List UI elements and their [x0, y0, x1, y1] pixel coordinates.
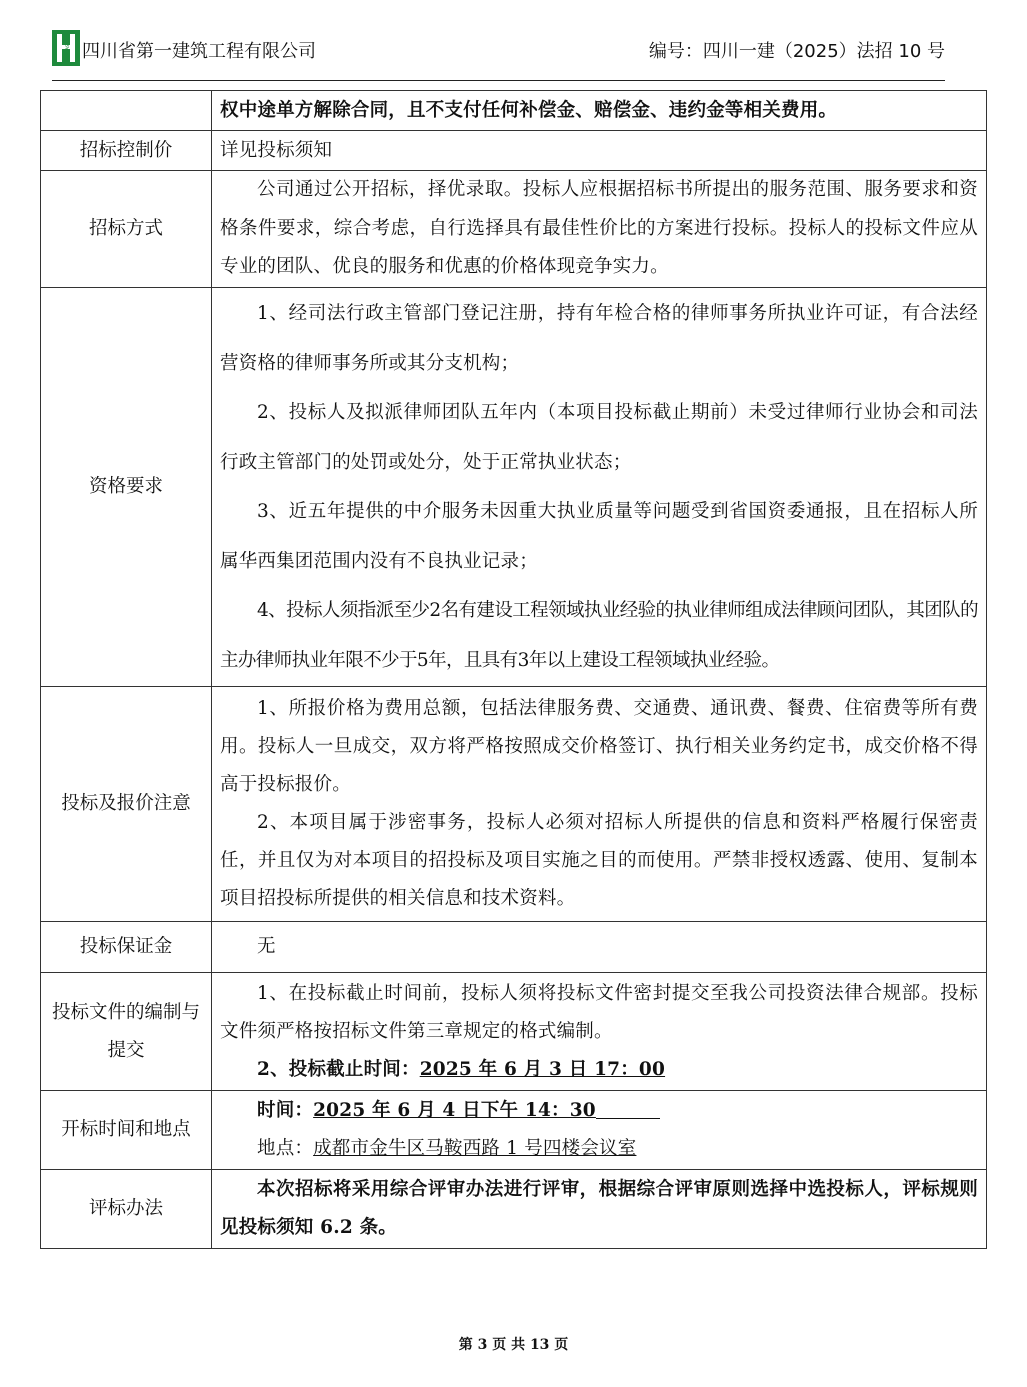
company-name: 四川省第一建筑工程有限公司	[82, 41, 316, 62]
table-row	[41, 171, 987, 288]
table-row	[41, 687, 987, 922]
company-logo	[52, 30, 80, 66]
method-text: 公司通过公开招标，择优录取。投标人应根据招标书所提出的服务范围、服务要求和资格条件要求，综合考虑，自行选择具有最佳性价比的方案进行投标。投标人的投标文件应从专业的团队、优良的服务和优惠的价格体现竞争实力。	[220, 179, 978, 278]
method-label: 招标方式	[41, 171, 212, 288]
opening-place-value: 成都市金牛区马鞍西路 1 号四楼会议室	[313, 1138, 637, 1159]
evaluation-label: 评标办法	[41, 1170, 212, 1249]
table-row	[41, 288, 987, 687]
quote-note-item: 1、所报价格为费用总额，包括法律服务费、交通费、通讯费、餐费、住宿费等所有费用。投标人一旦成交，双方将严格按照成交价格签订、执行相关业务约定书，成交价格不得高于投标报价。	[220, 698, 978, 795]
table-row	[41, 91, 987, 131]
opening-time-prefix: 时间：	[257, 1100, 314, 1121]
logo-lettering: HUASHI	[65, 40, 70, 56]
deadline-value: 2025 年 6 月 3 日 17：00	[419, 1058, 666, 1080]
table-row	[41, 1091, 987, 1170]
table-row	[41, 973, 987, 1091]
content-cell	[212, 1170, 987, 1249]
content-cell	[212, 288, 987, 687]
deposit-label: 投标保证金	[41, 922, 212, 973]
evaluation-text: 本次招标将采用综合评审办法进行评审，根据综合评审原则选择中选投标人，评标规则见投标须知 6.2 条。	[220, 1179, 978, 1238]
submission-label: 投标文件的编制与提交	[41, 973, 212, 1091]
opening-label: 开标时间和地点	[41, 1091, 212, 1170]
quote-notes-label: 投标及报价注意	[41, 687, 212, 922]
deadline-line	[220, 1051, 978, 1089]
content-cell	[212, 687, 987, 922]
opening-place-line	[220, 1130, 978, 1168]
deadline-prefix: 2、投标截止时间：	[257, 1058, 420, 1080]
continuation-text: 权中途单方解除合同，且不支付任何补偿金、赔偿金、违约金等相关费用。	[220, 99, 838, 121]
table-row	[41, 131, 987, 171]
opening-time-value: 2025 年 6 月 4 日下午 14：30	[313, 1100, 596, 1121]
content-cell	[212, 973, 987, 1091]
content-cell	[212, 131, 987, 171]
content-cell	[212, 91, 987, 131]
underline-blank	[596, 1100, 660, 1119]
quote-note-item: 2、本项目属于涉密事务，投标人必须对招标人所提供的信息和资料严格履行保密责任，并且仅为对本项目的招投标及项目实施之目的而使用。严禁非授权透露、使用、复制本项目招投标所提供的相关信息和技术资料。	[220, 812, 978, 909]
qualification-item: 2、投标人及拟派律师团队五年内（本项目投标截止期前）未受过律师行业协会和司法行政主管部门的处罚或处分，处于正常执业状态；	[220, 402, 978, 473]
qualification-item: 3、近五年提供的中介服务未因重大执业质量等问题受到省国资委通报，且在招标人所属华西集团范围内没有不良执业记录；	[220, 501, 978, 572]
document-number: 编号：四川一建（2025）法招 10 号	[648, 41, 945, 62]
content-cell	[212, 922, 987, 973]
opening-time-line	[220, 1092, 978, 1130]
control-price-label: 招标控制价	[41, 131, 212, 171]
table-row	[41, 1170, 987, 1249]
page-number: 第 3 页 共 13 页	[458, 1337, 569, 1353]
content-cell	[212, 171, 987, 288]
qualification-item: 1、经司法行政主管部门登记注册，持有年检合格的律师事务所执业许可证，有合法经营资格的律师事务所或其分支机构；	[220, 303, 978, 374]
label-cell	[41, 91, 212, 131]
control-price-text: 详见投标须知	[220, 139, 333, 161]
submission-item: 1、在投标截止时间前，投标人须将投标文件密封提交至我公司投资法律合规部。投标文件须严格按招标文件第三章规定的格式编制。	[220, 982, 978, 1042]
content-cell	[212, 1091, 987, 1170]
page-header	[52, 28, 945, 81]
tender-info-table	[40, 90, 987, 1249]
opening-place-prefix: 地点：	[257, 1138, 314, 1159]
qualification-label: 资格要求	[41, 288, 212, 687]
deposit-text: 无	[257, 936, 276, 957]
table-row	[41, 922, 987, 973]
qualification-item: 4、投标人须指派至少2名有建设工程领域执业经验的执业律师组成法律顾问团队，其团队的主办律师执业年限不少于5年，且具有3年以上建设工程领域执业经验。	[220, 600, 978, 671]
